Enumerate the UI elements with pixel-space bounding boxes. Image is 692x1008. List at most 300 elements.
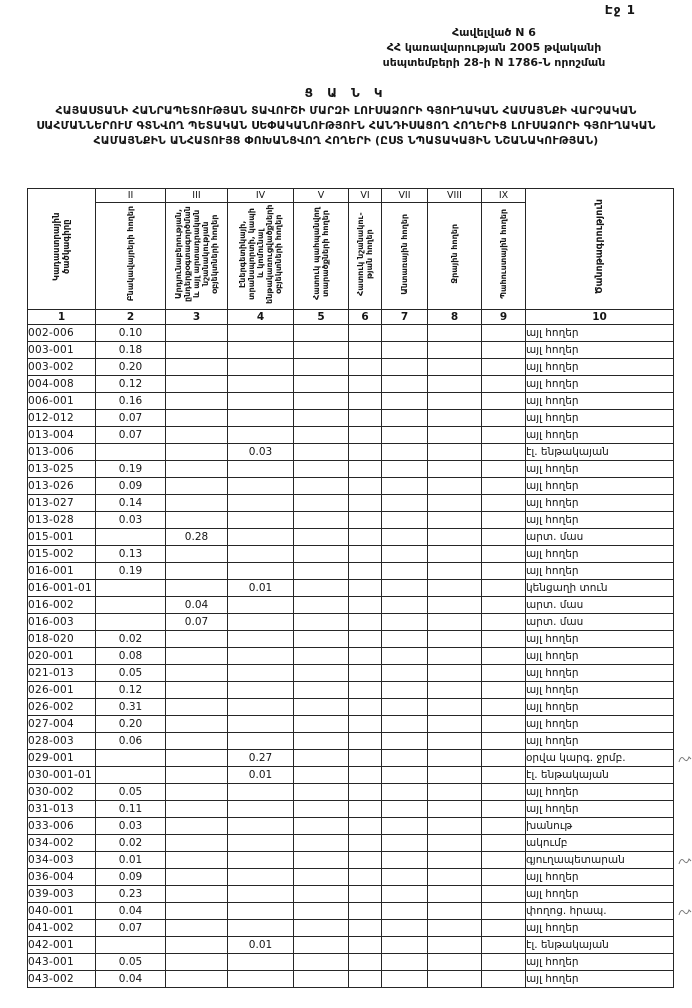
notes-header-text: Ծանոթագրություն <box>594 199 605 295</box>
code-cell: 030-002 <box>28 784 96 801</box>
value-cell-2: 0.11 <box>96 801 166 818</box>
value-cell-7 <box>382 495 428 512</box>
value-cell-6 <box>349 682 382 699</box>
column-number: 3 <box>166 310 228 325</box>
value-cell-7 <box>382 665 428 682</box>
value-cell-7 <box>382 376 428 393</box>
note-text: փողոց. հրապ. <box>526 905 607 917</box>
value-cell-3 <box>166 546 228 563</box>
note-cell <box>526 325 674 342</box>
col-header-notes <box>526 189 674 310</box>
value-cell-6 <box>349 784 382 801</box>
value-cell-5 <box>294 682 349 699</box>
note-cell <box>526 461 674 478</box>
note-text: այլ հողեր <box>526 497 579 509</box>
code-cell: 036-004 <box>28 869 96 886</box>
value-cell-4: 0.01 <box>228 580 294 597</box>
table-row <box>28 512 674 529</box>
value-cell-5 <box>294 546 349 563</box>
table-row <box>28 614 674 631</box>
value-cell-4 <box>228 325 294 342</box>
roman-numeral-8: VIII <box>428 189 482 203</box>
value-cell-2: 0.04 <box>96 903 166 920</box>
value-cell-3 <box>166 750 228 767</box>
table-row <box>28 580 674 597</box>
value-cell-5 <box>294 767 349 784</box>
value-cell-9 <box>482 461 526 478</box>
code-cell: 013-027 <box>28 495 96 512</box>
value-cell-8 <box>428 648 482 665</box>
value-cell-4 <box>228 699 294 716</box>
table-row <box>28 563 674 580</box>
value-cell-5 <box>294 903 349 920</box>
value-cell-2: 0.01 <box>96 852 166 869</box>
value-cell-9 <box>482 903 526 920</box>
value-cell-7 <box>382 954 428 971</box>
code-cell: 013-025 <box>28 461 96 478</box>
value-cell-2: 0.05 <box>96 954 166 971</box>
roman-numerals-row <box>28 189 674 203</box>
code-cell: 043-001 <box>28 954 96 971</box>
value-cell-3 <box>166 665 228 682</box>
value-cell-9 <box>482 529 526 546</box>
table-row <box>28 784 674 801</box>
value-cell-7 <box>382 478 428 495</box>
value-cell-5 <box>294 359 349 376</box>
table-row <box>28 886 674 903</box>
cadastral-code-header-text: Կադաստրային ծածկագիրը <box>51 212 72 282</box>
code-cell: 026-001 <box>28 682 96 699</box>
value-cell-2: 0.02 <box>96 835 166 852</box>
value-cell-3 <box>166 869 228 886</box>
value-cell-2: 0.23 <box>96 886 166 903</box>
value-cell-9 <box>482 665 526 682</box>
note-text: այլ հողեր <box>526 735 579 747</box>
value-cell-9 <box>482 733 526 750</box>
table-row <box>28 529 674 546</box>
value-cell-6 <box>349 818 382 835</box>
code-cell: 002-006 <box>28 325 96 342</box>
value-cell-7 <box>382 614 428 631</box>
note-cell <box>526 597 674 614</box>
note-text: գյուղապետարան <box>526 854 625 866</box>
value-cell-8 <box>428 631 482 648</box>
value-cell-9 <box>482 614 526 631</box>
note-text: այլ հողեր <box>526 378 579 390</box>
value-cell-3 <box>166 767 228 784</box>
note-text: այլ հողեր <box>526 344 579 356</box>
value-cell-8 <box>428 342 482 359</box>
value-cell-7 <box>382 410 428 427</box>
value-cell-8 <box>428 954 482 971</box>
column-number: 9 <box>482 310 526 325</box>
roman-numeral-9: IX <box>482 189 526 203</box>
value-cell-2: 0.07 <box>96 410 166 427</box>
note-text: օրվա կարգ. ջրմբ. <box>526 752 626 764</box>
value-cell-6 <box>349 546 382 563</box>
value-cell-6 <box>349 801 382 818</box>
handwritten-mark-icon <box>677 855 692 867</box>
value-cell-5 <box>294 750 349 767</box>
value-cell-9 <box>482 784 526 801</box>
code-cell: 016-003 <box>28 614 96 631</box>
value-cell-7 <box>382 903 428 920</box>
value-cell-4 <box>228 410 294 427</box>
value-cell-4 <box>228 682 294 699</box>
value-cell-7 <box>382 682 428 699</box>
value-cell-3 <box>166 478 228 495</box>
value-cell-8 <box>428 427 482 444</box>
value-cell-7 <box>382 733 428 750</box>
value-cell-7 <box>382 546 428 563</box>
value-cell-7 <box>382 325 428 342</box>
value-cell-3 <box>166 393 228 410</box>
value-cell-5 <box>294 529 349 546</box>
value-cell-8 <box>428 750 482 767</box>
value-cell-9 <box>482 478 526 495</box>
value-cell-4 <box>228 648 294 665</box>
value-cell-2: 0.14 <box>96 495 166 512</box>
note-cell <box>526 699 674 716</box>
value-cell-3 <box>166 716 228 733</box>
value-cell-6 <box>349 393 382 410</box>
value-cell-3 <box>166 835 228 852</box>
value-cell-7 <box>382 359 428 376</box>
value-cell-9 <box>482 495 526 512</box>
value-cell-2 <box>96 580 166 597</box>
value-cell-6 <box>349 359 382 376</box>
note-text: խանութ <box>526 820 573 832</box>
value-cell-7 <box>382 750 428 767</box>
table-row <box>28 818 674 835</box>
value-cell-4 <box>228 478 294 495</box>
note-text: այլ հողեր <box>526 956 579 968</box>
value-cell-6 <box>349 920 382 937</box>
note-text: այլ հողեր <box>526 480 579 492</box>
value-cell-4 <box>228 376 294 393</box>
value-cell-3 <box>166 784 228 801</box>
note-cell <box>526 631 674 648</box>
value-cell-9 <box>482 750 526 767</box>
note-cell <box>526 835 674 852</box>
value-cell-5 <box>294 393 349 410</box>
table-row <box>28 427 674 444</box>
value-cell-9 <box>482 325 526 342</box>
note-cell <box>526 920 674 937</box>
value-cell-2 <box>96 529 166 546</box>
value-cell-6 <box>349 376 382 393</box>
value-cell-7 <box>382 784 428 801</box>
note-cell <box>526 665 674 682</box>
value-cell-8 <box>428 495 482 512</box>
value-cell-5 <box>294 937 349 954</box>
table-row <box>28 495 674 512</box>
value-cell-8 <box>428 920 482 937</box>
value-cell-4 <box>228 512 294 529</box>
value-cell-4 <box>228 903 294 920</box>
code-cell: 004-008 <box>28 376 96 393</box>
note-cell <box>526 410 674 427</box>
note-cell <box>526 444 674 461</box>
value-cell-2: 0.19 <box>96 563 166 580</box>
value-cell-3 <box>166 444 228 461</box>
value-cell-4 <box>228 954 294 971</box>
table-row <box>28 682 674 699</box>
note-cell <box>526 563 674 580</box>
value-cell-2: 0.07 <box>96 920 166 937</box>
table-row <box>28 954 674 971</box>
col-header-cadastral-code <box>28 189 96 310</box>
note-cell <box>526 648 674 665</box>
value-cell-6 <box>349 461 382 478</box>
value-cell-5 <box>294 325 349 342</box>
code-cell: 018-020 <box>28 631 96 648</box>
value-cell-3 <box>166 631 228 648</box>
value-cell-6 <box>349 903 382 920</box>
value-cell-3 <box>166 682 228 699</box>
value-cell-3 <box>166 886 228 903</box>
code-cell: 016-002 <box>28 597 96 614</box>
title-text: ՀԱՅԱՍՏԱՆԻ ՀԱՆՐԱՊԵՏՈՒԹՅԱՆ ՏԱՎՈՒՇԻ ՄԱՐԶԻ ԼՈՒՍԱՁՈՐԻ ԳՅՈՒՂԱԿԱՆ ՀԱՄԱՅՆՔԻ ՎԱՐՉԱԿԱՆ ՍԱՀՄԱՆՆԵՐՈՒՄ ԳՏՆՎՈՂ ՊԵՏԱԿԱՆ ՍԵՓԱԿԱՆՈՒԹՅՈՒՆ ՀԱՆԴԻՍԱՑՈՂ ՀՈՂԵՐԻՑ ԼՈՒՍԱՁՈՐԻ ԳՅՈՒՂԱԿԱՆ ՀԱՄԱՅՆՔԻՆ ԱՆՀԱՏՈՒՅՑ ՓՈԽԱՆՑՎՈՂ ՀՈՂԵՐԻ (ԸՍՏ ՆՊԱՏԱԿԱՅԻՆ ՆՇԱՆԱԿՈՒԹՅԱՆ) <box>36 104 656 147</box>
value-cell-2: 0.20 <box>96 716 166 733</box>
code-cell: 021-013 <box>28 665 96 682</box>
value-cell-6 <box>349 767 382 784</box>
value-cell-5 <box>294 920 349 937</box>
value-cell-2: 0.07 <box>96 427 166 444</box>
value-cell-2: 0.02 <box>96 631 166 648</box>
note-text: այլ հողեր <box>526 973 579 985</box>
value-cell-9 <box>482 869 526 886</box>
value-cell-2: 0.31 <box>96 699 166 716</box>
value-cell-2: 0.12 <box>96 682 166 699</box>
value-cell-4 <box>228 393 294 410</box>
note-text: այլ հողեր <box>526 395 579 407</box>
value-cell-2: 0.03 <box>96 818 166 835</box>
value-cell-6 <box>349 886 382 903</box>
value-cell-7 <box>382 512 428 529</box>
value-cell-6 <box>349 869 382 886</box>
value-cell-6 <box>349 427 382 444</box>
code-cell: 031-013 <box>28 801 96 818</box>
value-cell-8 <box>428 597 482 614</box>
value-cell-6 <box>349 342 382 359</box>
code-cell: 028-003 <box>28 733 96 750</box>
value-cell-7 <box>382 971 428 988</box>
value-cell-9 <box>482 852 526 869</box>
note-text: այլ հողեր <box>526 888 579 900</box>
code-cell: 042-001 <box>28 937 96 954</box>
value-cell-6 <box>349 733 382 750</box>
value-cell-4 <box>228 529 294 546</box>
value-cell-9 <box>482 563 526 580</box>
value-cell-4 <box>228 665 294 682</box>
note-cell <box>526 529 674 546</box>
note-text: այլ հողեր <box>526 718 579 730</box>
value-cell-8 <box>428 563 482 580</box>
value-cell-6 <box>349 597 382 614</box>
note-cell <box>526 580 674 597</box>
table-row <box>28 750 674 767</box>
column-number: 1 <box>28 310 96 325</box>
column-number: 10 <box>526 310 674 325</box>
note-text: այլ հողեր <box>526 803 579 815</box>
appendix-line-1: Հավելված N 6 <box>452 26 536 39</box>
value-cell-4 <box>228 733 294 750</box>
note-cell <box>526 682 674 699</box>
table-row <box>28 359 674 376</box>
value-cell-7 <box>382 393 428 410</box>
value-cell-8 <box>428 716 482 733</box>
title-heading: Ց Ա Ն Կ <box>304 86 388 100</box>
table-row <box>28 325 674 342</box>
note-cell <box>526 784 674 801</box>
value-cell-8 <box>428 444 482 461</box>
value-cell-3 <box>166 427 228 444</box>
document-title-block <box>18 86 674 148</box>
value-cell-7 <box>382 597 428 614</box>
code-cell: 015-002 <box>28 546 96 563</box>
value-cell-9 <box>482 886 526 903</box>
note-cell <box>526 478 674 495</box>
code-cell: 041-002 <box>28 920 96 937</box>
table-row <box>28 937 674 954</box>
value-cell-3 <box>166 495 228 512</box>
table-row <box>28 461 674 478</box>
value-cell-3 <box>166 954 228 971</box>
value-cell-6 <box>349 699 382 716</box>
value-cell-8 <box>428 580 482 597</box>
roman-numeral-2: II <box>96 189 166 203</box>
value-cell-9 <box>482 801 526 818</box>
value-cell-8 <box>428 971 482 988</box>
value-cell-2: 0.05 <box>96 784 166 801</box>
value-cell-3 <box>166 512 228 529</box>
value-cell-6 <box>349 750 382 767</box>
value-cell-7 <box>382 835 428 852</box>
code-cell: 013-006 <box>28 444 96 461</box>
value-cell-2 <box>96 937 166 954</box>
value-cell-2: 0.13 <box>96 546 166 563</box>
value-cell-2 <box>96 767 166 784</box>
note-text: այլ հողեր <box>526 548 579 560</box>
value-cell-3 <box>166 818 228 835</box>
note-text: այլ հողեր <box>526 463 579 475</box>
value-cell-6 <box>349 512 382 529</box>
value-cell-4: 0.01 <box>228 767 294 784</box>
value-cell-5 <box>294 461 349 478</box>
value-cell-5 <box>294 597 349 614</box>
note-cell <box>526 767 674 784</box>
value-cell-5 <box>294 699 349 716</box>
table-row <box>28 376 674 393</box>
note-text: այլ հողեր <box>526 514 579 526</box>
note-cell <box>526 512 674 529</box>
value-cell-7 <box>382 886 428 903</box>
note-text: այլ հողեր <box>526 922 579 934</box>
value-cell-9 <box>482 920 526 937</box>
value-cell-8 <box>428 886 482 903</box>
note-cell <box>526 869 674 886</box>
value-cell-3 <box>166 376 228 393</box>
value-cell-8 <box>428 784 482 801</box>
note-cell <box>526 495 674 512</box>
value-cell-2: 0.04 <box>96 971 166 988</box>
value-cell-5 <box>294 648 349 665</box>
value-cell-9 <box>482 393 526 410</box>
value-cell-3 <box>166 342 228 359</box>
code-cell: 030-001-01 <box>28 767 96 784</box>
value-cell-7 <box>382 631 428 648</box>
note-text: այլ հողեր <box>526 633 579 645</box>
value-cell-5 <box>294 886 349 903</box>
note-cell <box>526 818 674 835</box>
value-cell-8 <box>428 699 482 716</box>
value-cell-4 <box>228 614 294 631</box>
handwritten-mark-icon <box>677 753 692 765</box>
value-cell-5 <box>294 410 349 427</box>
appendix-line-3: սեպտեմբերի 28-ի N 1786-Ն որոշման <box>382 56 606 69</box>
value-cell-9 <box>482 648 526 665</box>
code-cell: 039-003 <box>28 886 96 903</box>
value-cell-6 <box>349 529 382 546</box>
note-text: էլ. ենթակայան <box>526 939 609 951</box>
value-cell-7 <box>382 648 428 665</box>
code-cell: 043-002 <box>28 971 96 988</box>
value-cell-3 <box>166 733 228 750</box>
value-cell-4 <box>228 852 294 869</box>
column-number: 6 <box>349 310 382 325</box>
value-cell-2: 0.09 <box>96 478 166 495</box>
value-cell-8 <box>428 801 482 818</box>
note-cell <box>526 342 674 359</box>
col-header-energy-transport-lands: Էներգետիկայի, տրանսպորտի, կապի և կոմունալ ենթակառուցվածքների օբյեկտների հողեր <box>228 203 294 310</box>
table-row <box>28 393 674 410</box>
value-cell-9 <box>482 682 526 699</box>
value-cell-6 <box>349 648 382 665</box>
value-cell-7 <box>382 869 428 886</box>
value-cell-3 <box>166 648 228 665</box>
value-cell-9 <box>482 716 526 733</box>
col-header-reserve-lands: Պահուստային հողեր <box>482 203 526 310</box>
note-cell <box>526 954 674 971</box>
note-text: արտ. մաս <box>526 616 584 628</box>
value-cell-6 <box>349 410 382 427</box>
value-cell-9 <box>482 376 526 393</box>
value-cell-7 <box>382 767 428 784</box>
code-cell: 029-001 <box>28 750 96 767</box>
handwritten-mark-icon <box>677 906 692 918</box>
value-cell-2: 0.06 <box>96 733 166 750</box>
code-cell: 016-001 <box>28 563 96 580</box>
table-row <box>28 835 674 852</box>
col-header-settlement-lands: Բնակավայրերի հողեր <box>96 203 166 310</box>
roman-numeral-5: V <box>294 189 349 203</box>
value-cell-6 <box>349 631 382 648</box>
value-cell-7 <box>382 444 428 461</box>
code-cell: 034-003 <box>28 852 96 869</box>
value-cell-5 <box>294 512 349 529</box>
value-cell-5 <box>294 427 349 444</box>
note-cell <box>526 376 674 393</box>
value-cell-9 <box>482 699 526 716</box>
value-cell-5 <box>294 342 349 359</box>
value-cell-3: 0.07 <box>166 614 228 631</box>
value-cell-4 <box>228 359 294 376</box>
table-body <box>28 325 674 988</box>
value-cell-7 <box>382 461 428 478</box>
value-cell-2: 0.20 <box>96 359 166 376</box>
value-cell-4 <box>228 784 294 801</box>
